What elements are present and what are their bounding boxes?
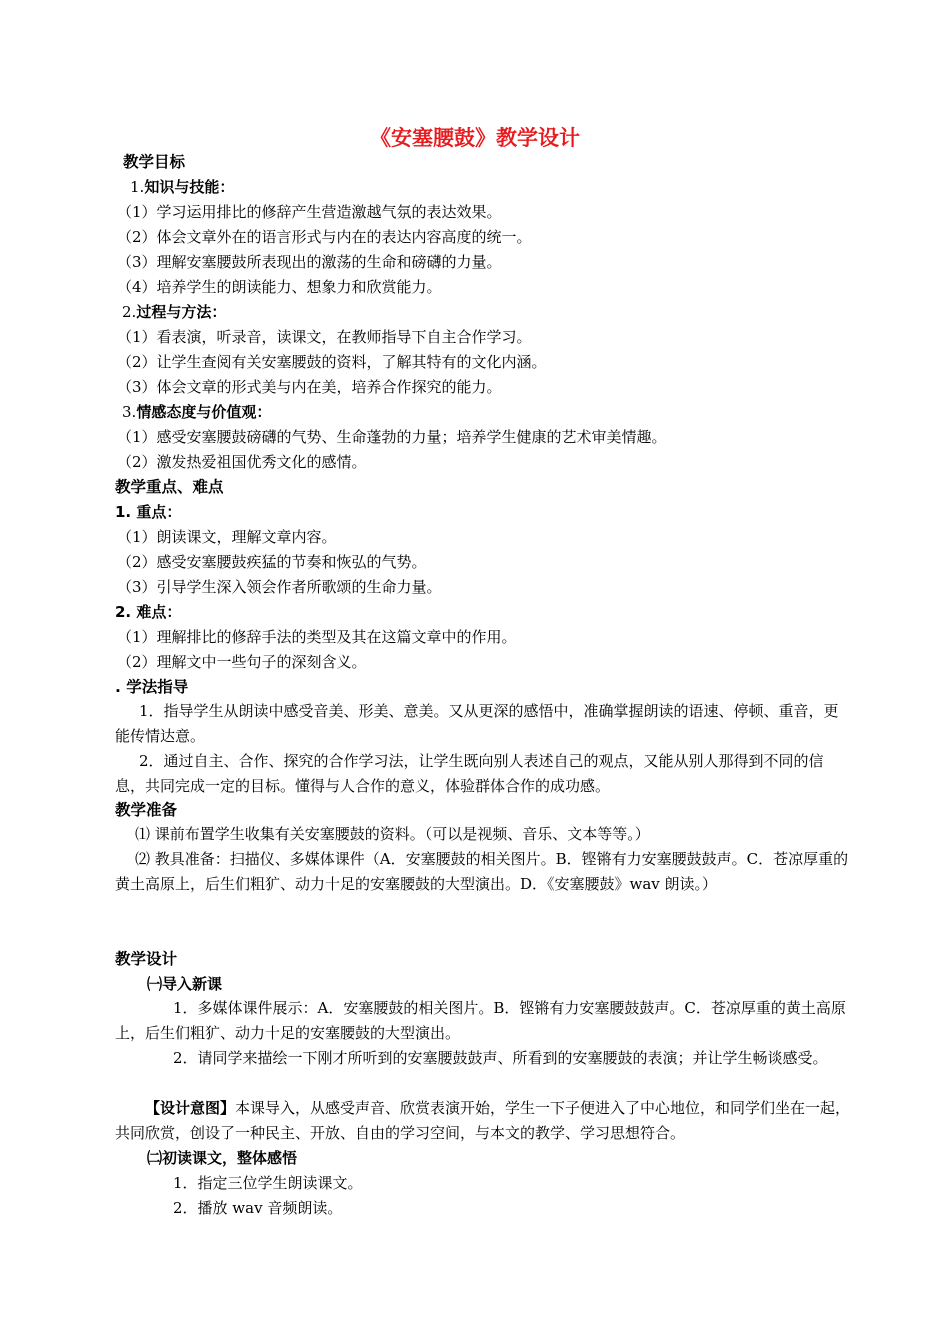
prep-paragraph-2: ⑵ 教具准备：扫描仪、多媒体课件（A．安塞腰鼓的相关图片。B．铿锵有力安塞腰鼓鼓声。C．苍凉厚重的黄土高原上，后生们粗犷、动力十足的安塞腰鼓的大型演出。D．《安塞腰鼓》wav 朗读。） (115, 850, 849, 893)
process-subheading (122, 302, 226, 322)
design-intent-text: 本课导入，从感受声音、欣赏表演开始，学生一下子便进入了中心地位，和同学们坐在一起，共同欣赏，创设了一种民主、开放、自由的学习空间，与本文的教学、学习思想符合。 (115, 1099, 851, 1142)
key-subheading: 1. 重点： (115, 503, 182, 521)
method-paragraph-2: 2．通过自主、合作、探究的合作学习法，让学生既向别人表述自己的观点，又能从别人那得到不同的信息，共同完成一定的目标。懂得与人合作的意义，体验群体合作的成功感。 (115, 752, 824, 795)
list-item: （2）理解文中一些句子的深刻含义。 (117, 653, 367, 671)
knowledge-label: 知识与技能： (144, 178, 235, 196)
list-item: （2）让学生查阅有关安塞腰鼓的资料，了解其特有的文化内涵。 (117, 353, 547, 371)
section-2-item-1: 1．指定三位学生朗读课文。 (173, 1174, 363, 1192)
list-item: （3）引导学生深入领会作者所歌颂的生命力量。 (117, 578, 442, 596)
list-item: （1）理解排比的修辞手法的类型及其在这篇文章中的作用。 (117, 628, 517, 646)
difficult-subheading: 2. 难点： (115, 603, 182, 621)
list-item: （3）体会文章的形式美与内在美，培养合作探究的能力。 (117, 378, 502, 396)
section-2-item-2: 2．播放 wav 音频朗读。 (173, 1199, 343, 1217)
emotion-label: 情感态度与价值观： (136, 403, 272, 421)
list-item: （2）激发热爱祖国优秀文化的感情。 (117, 453, 367, 471)
knowledge-num: 1. (130, 178, 145, 196)
list-item: （2）体会文章外在的语言形式与内在的表达内容高度的统一。 (117, 228, 532, 246)
prep-heading: 教学准备 (115, 801, 178, 819)
design-intent-label: 【设计意图】 (145, 1099, 236, 1117)
process-num: 2. (122, 303, 137, 321)
list-item: （2）感受安塞腰鼓疾猛的节奏和恢弘的气势。 (117, 553, 427, 571)
process-label: 过程与方法： (136, 303, 227, 321)
section-2-heading: ㈡初读课文，整体感悟 (147, 1149, 298, 1167)
knowledge-subheading (130, 177, 234, 197)
list-item: （3）理解安塞腰鼓所表现出的激荡的生命和磅礴的力量。 (117, 253, 502, 271)
page-title: 《安塞腰鼓》教学设计 (370, 126, 580, 150)
design-heading: 教学设计 (115, 950, 178, 968)
section-1-paragraph-2: 2．请同学来描绘一下刚才所听到的安塞腰鼓鼓声、所看到的安塞腰鼓的表演；并让学生畅谈感受。 (173, 1049, 828, 1067)
list-item: （1）朗读课文，理解文章内容。 (117, 528, 337, 546)
list-item: （1）看表演，听录音，读课文，在教师指导下自主合作学习。 (117, 328, 532, 346)
design-intent-paragraph (115, 1096, 851, 1146)
objectives-heading: 教学目标 (123, 153, 186, 171)
method-paragraph-1: 1．指导学生从朗读中感受音美、形美、意美。又从更深的感悟中，准确掌握朗读的语速、停顿、重音，更能传情达意。 (115, 702, 839, 745)
emotion-num: 3. (122, 403, 137, 421)
list-item: （1）学习运用排比的修辞产生营造激越气氛的表达效果。 (117, 203, 502, 221)
list-item: （1）感受安塞腰鼓磅礴的气势、生命蓬勃的力量；培养学生健康的艺术审美情趣。 (117, 428, 667, 446)
prep-paragraph-1: ⑴ 课前布置学生收集有关安塞腰鼓的资料。（可以是视频、音乐、文本等等。） (135, 825, 650, 843)
keypoints-heading: 教学重点、难点 (115, 478, 224, 496)
section-1-paragraph-1: 1．多媒体课件展示：A．安塞腰鼓的相关图片。B．铿锵有力安塞腰鼓鼓声。C．苍凉厚重的黄土高原上，后生们粗犷、动力十足的安塞腰鼓的大型演出。 (115, 999, 846, 1042)
list-item: （4）培养学生的朗读能力、想象力和欣赏能力。 (117, 278, 442, 296)
section-1-heading: ㈠导入新课 (147, 975, 223, 993)
method-heading: . 学法指导 (115, 678, 189, 696)
emotion-subheading (122, 402, 271, 422)
